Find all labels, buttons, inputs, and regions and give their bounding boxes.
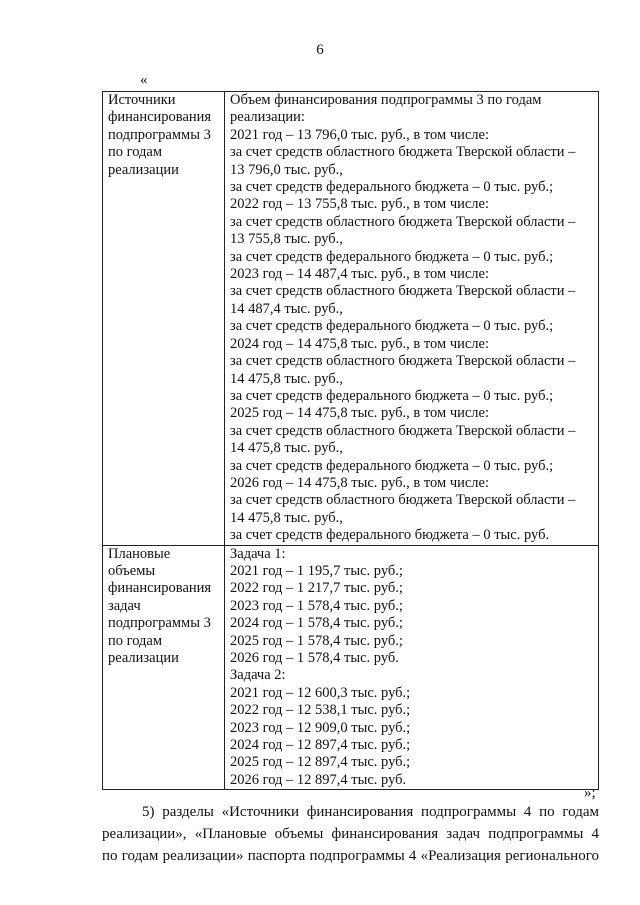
row-content-line: 2021 год – 13 796,0 тыс. руб., в том числе: [230, 126, 490, 143]
row-content-cell [225, 545, 599, 790]
row-content-line: 2022 год – 1 217,7 тыс. руб.; [230, 580, 403, 597]
row-content-line: за счет средств областного бюджета Тверской области – [230, 144, 576, 161]
paragraph-line: по годам реализации» паспорта подпрограммы 4 «Реализация регионального [102, 848, 599, 864]
row-content-line: 14 475,8 тыс. руб., [230, 370, 343, 387]
row-content-line: за счет средств федерального бюджета – 0 тыс. руб.; [230, 248, 554, 265]
table-row [103, 92, 599, 546]
row-content-line: за счет средств федерального бюджета – 0 тыс. руб.; [230, 457, 554, 474]
row-content-line: 14 475,8 тыс. руб., [230, 440, 343, 457]
row-content-line: 2026 год – 1 578,4 тыс. руб. [230, 650, 399, 666]
paragraph-line: 5) разделы «Источники финансирования подпрограммы 4 по годам [142, 804, 599, 820]
row-content-line: 2021 год – 12 600,3 тыс. руб.; [230, 684, 411, 701]
row-content-line: за счет средств областного бюджета Тверской области – [230, 492, 576, 509]
row-content-line: 14 475,8 тыс. руб., [230, 509, 343, 526]
row-content-line: Задача 1: [230, 545, 286, 562]
row-content-line: 2024 год – 1 578,4 тыс. руб.; [230, 615, 403, 632]
row-label-line: финансирования [108, 580, 212, 597]
row-content-line: 2022 год – 12 538,1 тыс. руб.; [230, 702, 411, 719]
row-content-line: 14 487,4 тыс. руб., [230, 300, 343, 317]
row-content-line: Объем финансирования подпрограммы 3 по годам [230, 92, 542, 108]
row-label-line: объемы [108, 562, 156, 579]
row-content-line: 2026 год – 12 897,4 тыс. руб. [230, 771, 407, 788]
row-content-line: за счет средств областного бюджета Тверской области – [230, 283, 576, 300]
row-content-line: за счет средств областного бюджета Тверской области – [230, 422, 576, 439]
row-content-line: 2023 год – 14 487,4 тыс. руб., в том числе: [230, 266, 490, 283]
row-content-line: 2025 год – 14 475,8 тыс. руб., в том числе: [230, 405, 490, 422]
row-content-line: за счет средств областного бюджета Тверской области – [230, 213, 576, 230]
row-content-line: 2025 год – 12 897,4 тыс. руб.; [230, 754, 411, 771]
row-content-line: 2021 год – 1 195,7 тыс. руб.; [230, 562, 403, 579]
row-content-line: 2023 год – 12 909,0 тыс. руб.; [230, 719, 411, 736]
row-content-line: 2026 год – 14 475,8 тыс. руб., в том числе: [230, 474, 490, 491]
row-content-line: за счет средств федерального бюджета – 0 тыс. руб.; [230, 387, 554, 404]
row-content-line: 2023 год – 1 578,4 тыс. руб.; [230, 597, 403, 614]
opening-quote-mark: « [140, 72, 148, 88]
row-label-line: задач [108, 597, 141, 614]
row-label-line: Плановые [108, 545, 171, 562]
table-row [103, 545, 599, 790]
page-number: 6 [316, 42, 324, 58]
row-content-cell [225, 92, 599, 546]
row-label-line: финансирования [108, 109, 212, 126]
row-content-line: реализации: [230, 109, 305, 126]
closing-quote-mark: »; [584, 785, 596, 801]
row-label-line: подпрограммы 3 [108, 615, 211, 632]
row-label-cell [103, 92, 225, 546]
row-content-line: 2022 год – 13 755,8 тыс. руб., в том числе: [230, 196, 490, 213]
amendment-paragraph [102, 801, 599, 867]
row-content-line: 13 796,0 тыс. руб., [230, 161, 343, 178]
row-label-line: реализации [108, 650, 179, 666]
row-content-line: 2025 год – 1 578,4 тыс. руб.; [230, 632, 403, 649]
row-label-line: по годам [108, 632, 163, 649]
row-content-line: за счет средств федерального бюджета – 0 тыс. руб. [230, 527, 550, 544]
subprogram-passport-table [102, 91, 599, 790]
row-label-line: реализации [108, 161, 179, 178]
row-label-line: по годам [108, 144, 163, 161]
row-content-line: 13 755,8 тыс. руб., [230, 231, 343, 248]
row-label-cell [103, 545, 225, 790]
row-content-line: 2024 год – 12 897,4 тыс. руб.; [230, 737, 411, 754]
row-content-line: за счет средств областного бюджета Тверской области – [230, 353, 576, 370]
row-content-line: за счет средств федерального бюджета – 0 тыс. руб.; [230, 179, 554, 196]
paragraph-line: реализации», «Плановые объемы финансирования задач подпрограммы 4 [102, 826, 599, 842]
row-content-line: 2024 год – 14 475,8 тыс. руб., в том числе: [230, 335, 490, 352]
row-label-line: подпрограммы 3 [108, 126, 211, 143]
row-label-line: Источники [108, 92, 176, 108]
row-content-line: за счет средств федерального бюджета – 0 тыс. руб.; [230, 318, 554, 335]
row-content-line: Задача 2: [230, 667, 286, 684]
